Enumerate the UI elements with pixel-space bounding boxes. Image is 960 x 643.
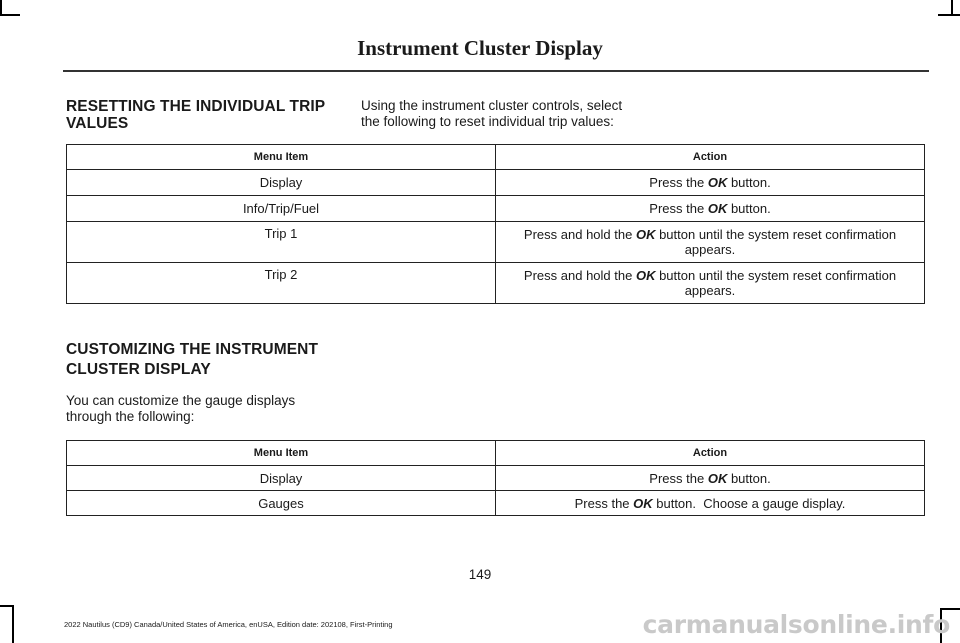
trip-reset-table <box>66 144 925 304</box>
table-header-row <box>67 145 925 170</box>
crop-mark <box>0 0 2 14</box>
watermark: carmanualsonline.info <box>642 610 950 639</box>
column-header-menu-item: Menu Item <box>67 145 496 170</box>
crop-mark <box>0 605 14 607</box>
page-number: 149 <box>468 567 492 582</box>
heading-line: CLUSTER DISPLAY <box>66 361 211 378</box>
ok-button-label: OK <box>633 495 653 511</box>
menu-item-cell: Trip 1 <box>67 222 496 263</box>
ok-button-label: OK <box>707 175 728 190</box>
menu-item-cell: Trip 2 <box>67 263 496 304</box>
paragraph-line: Using the instrument cluster controls, select <box>361 98 623 113</box>
crop-mark <box>0 14 20 16</box>
menu-item-cell: Display <box>67 466 496 491</box>
action-text: Press the <box>574 495 634 511</box>
section-intro-customizing-display <box>66 393 295 425</box>
ok-button-label: OK <box>707 470 728 486</box>
table-row <box>67 170 925 196</box>
crop-mark <box>938 14 960 16</box>
ok-button-label: OK <box>635 268 656 283</box>
action-cell <box>496 466 925 491</box>
table-row <box>67 263 925 304</box>
paragraph-line: the following to reset individual trip values: <box>361 114 614 129</box>
action-text: button. <box>727 175 771 190</box>
action-cell <box>496 491 925 516</box>
table-row <box>67 466 925 491</box>
ok-button-label: OK <box>707 201 728 216</box>
action-text: button. <box>727 470 771 486</box>
section-intro-resetting-trip <box>361 98 622 130</box>
action-text: Press the <box>649 470 708 486</box>
action-text: button until the system reset confirmation appears. <box>655 227 897 257</box>
action-text: Press the <box>649 175 708 190</box>
ok-button-label: OK <box>635 227 656 242</box>
page-header-title: Instrument Cluster Display <box>357 36 603 60</box>
table-row <box>67 196 925 222</box>
heading-line: RESETTING THE INDIVIDUAL TRIP <box>66 98 326 115</box>
column-header-action: Action <box>496 145 925 170</box>
heading-line: CUSTOMIZING THE INSTRUMENT <box>66 341 319 358</box>
crop-mark <box>951 0 953 14</box>
action-text: Press and hold the <box>523 268 636 283</box>
column-header-action: Action <box>496 441 925 466</box>
column-header-menu-item: Menu Item <box>67 441 496 466</box>
table-row <box>67 491 925 516</box>
action-text: button. <box>727 201 771 216</box>
menu-item-cell: Info/Trip/Fuel <box>67 196 496 222</box>
section-heading-customizing-display <box>66 340 318 380</box>
action-cell <box>496 196 925 222</box>
menu-item-cell: Display <box>67 170 496 196</box>
action-text: button until the system reset confirmation appears. <box>655 268 897 298</box>
paragraph-line: through the following: <box>66 409 195 424</box>
action-cell <box>496 170 925 196</box>
crop-mark <box>12 605 14 643</box>
customize-display-table <box>66 440 925 516</box>
action-cell <box>496 222 925 263</box>
section-heading-resetting-trip <box>66 98 325 132</box>
action-text: button. Choose a gauge display. <box>652 495 846 511</box>
menu-item-cell: Gauges <box>67 491 496 516</box>
document-footer: 2022 Nautilus (CD9) Canada/United States of America, enUSA, Edition date: 202108, First-Printing <box>64 620 393 629</box>
action-text: Press and hold the <box>523 227 636 242</box>
action-text: Press the <box>649 201 708 216</box>
table-header-row <box>67 441 925 466</box>
heading-line: VALUES <box>66 115 129 132</box>
table-row <box>67 222 925 263</box>
paragraph-line: You can customize the gauge displays <box>66 393 296 408</box>
header-divider <box>63 70 929 72</box>
action-cell <box>496 263 925 304</box>
